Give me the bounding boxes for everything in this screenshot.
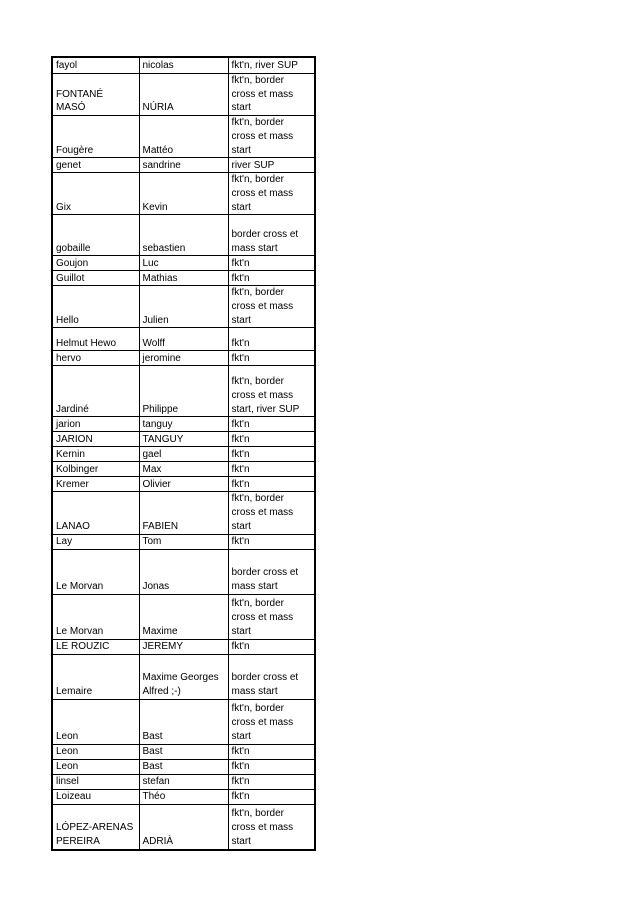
table-row <box>52 699 315 744</box>
first-name-cell: sebastien <box>139 215 228 256</box>
last-name-cell: Kernin <box>52 447 139 462</box>
last-name-cell: linsel <box>52 774 139 789</box>
table-row <box>52 789 315 804</box>
last-name-cell: jarion <box>52 417 139 432</box>
table-row <box>52 744 315 759</box>
events-cell: fkt'n <box>228 271 315 286</box>
events-cell: fkt'n, border cross et mass start <box>228 173 315 215</box>
last-name-cell: LANAO <box>52 492 139 534</box>
table-row <box>52 57 315 74</box>
events-cell: fkt'n, border cross et mass start <box>228 74 315 116</box>
last-name-cell: Lemaire <box>52 654 139 699</box>
events-cell: fkt'n <box>228 759 315 774</box>
first-name-cell: JEREMY <box>139 639 228 654</box>
events-cell: fkt'n, border cross et mass start, river SUP <box>228 366 315 417</box>
events-cell: fkt'n, river SUP <box>228 57 315 74</box>
events-cell: fkt'n <box>228 328 315 351</box>
events-cell: border cross et mass start <box>228 549 315 594</box>
first-name-cell: Bast <box>139 744 228 759</box>
last-name-cell: Leon <box>52 699 139 744</box>
first-name-cell: Olivier <box>139 477 228 492</box>
first-name-cell: Julien <box>139 286 228 328</box>
first-name-cell: Max <box>139 462 228 477</box>
events-cell: fkt'n, border cross et mass start <box>228 116 315 158</box>
first-name-cell: Mattéo <box>139 116 228 158</box>
table-row <box>52 158 315 173</box>
events-cell: fkt'n, border cross et mass start <box>228 804 315 850</box>
table-row <box>52 654 315 699</box>
roster-body <box>52 57 315 850</box>
first-name-cell: Maxime Georges Alfred ;-) <box>139 654 228 699</box>
first-name-cell: FABIEN <box>139 492 228 534</box>
last-name-cell: LE ROUZIC <box>52 639 139 654</box>
first-name-cell: Philippe <box>139 366 228 417</box>
last-name-cell: Guillot <box>52 271 139 286</box>
last-name-cell: genet <box>52 158 139 173</box>
first-name-cell: tanguy <box>139 417 228 432</box>
events-cell: fkt'n, border cross et mass start <box>228 492 315 534</box>
last-name-cell: Le Morvan <box>52 594 139 639</box>
table-row <box>52 351 315 366</box>
last-name-cell: Hello <box>52 286 139 328</box>
events-cell: fkt'n, border cross et mass start <box>228 286 315 328</box>
last-name-cell: Lay <box>52 534 139 549</box>
table-row <box>52 116 315 158</box>
events-cell: fkt'n, border cross et mass start <box>228 699 315 744</box>
events-cell: fkt'n <box>228 534 315 549</box>
events-cell: fkt'n <box>228 417 315 432</box>
last-name-cell: Leon <box>52 744 139 759</box>
first-name-cell: NÚRIA <box>139 74 228 116</box>
first-name-cell: gael <box>139 447 228 462</box>
events-cell: fkt'n <box>228 789 315 804</box>
table-row <box>52 173 315 215</box>
events-cell: river SUP <box>228 158 315 173</box>
last-name-cell: Kolbinger <box>52 462 139 477</box>
last-name-cell: JARION <box>52 432 139 447</box>
first-name-cell: ADRIÀ <box>139 804 228 850</box>
table-row <box>52 804 315 850</box>
table-row <box>52 594 315 639</box>
last-name-cell: Fougère <box>52 116 139 158</box>
first-name-cell: Mathias <box>139 271 228 286</box>
events-cell: fkt'n <box>228 774 315 789</box>
table-row <box>52 549 315 594</box>
table-row <box>52 74 315 116</box>
last-name-cell: FONTANÉ MASÓ <box>52 74 139 116</box>
last-name-cell: hervo <box>52 351 139 366</box>
last-name-cell: gobaille <box>52 215 139 256</box>
first-name-cell: Bast <box>139 759 228 774</box>
first-name-cell: Maxime <box>139 594 228 639</box>
first-name-cell: Bast <box>139 699 228 744</box>
first-name-cell: TANGUY <box>139 432 228 447</box>
events-cell: fkt'n <box>228 256 315 271</box>
table-row <box>52 286 315 328</box>
events-cell: fkt'n <box>228 639 315 654</box>
events-cell: fkt'n, border cross et mass start <box>228 594 315 639</box>
table-row <box>52 759 315 774</box>
first-name-cell: Kevin <box>139 173 228 215</box>
table-row <box>52 215 315 256</box>
last-name-cell: fayol <box>52 57 139 74</box>
table-row <box>52 432 315 447</box>
events-cell: fkt'n <box>228 744 315 759</box>
table-row <box>52 492 315 534</box>
last-name-cell: Leon <box>52 759 139 774</box>
table-row <box>52 328 315 351</box>
table-row <box>52 534 315 549</box>
table-row <box>52 271 315 286</box>
events-cell: fkt'n <box>228 447 315 462</box>
table-row <box>52 774 315 789</box>
events-cell: fkt'n <box>228 351 315 366</box>
roster-table <box>51 56 316 851</box>
first-name-cell: Théo <box>139 789 228 804</box>
last-name-cell: Kremer <box>52 477 139 492</box>
first-name-cell: Tom <box>139 534 228 549</box>
table-row <box>52 366 315 417</box>
first-name-cell: Jonas <box>139 549 228 594</box>
last-name-cell: Jardiné <box>52 366 139 417</box>
first-name-cell: stefan <box>139 774 228 789</box>
table-row <box>52 639 315 654</box>
events-cell: fkt'n <box>228 462 315 477</box>
table-row <box>52 417 315 432</box>
table-row <box>52 462 315 477</box>
first-name-cell: jeromine <box>139 351 228 366</box>
last-name-cell: Gix <box>52 173 139 215</box>
last-name-cell: Goujon <box>52 256 139 271</box>
events-cell: border cross et mass start <box>228 654 315 699</box>
first-name-cell: nicolas <box>139 57 228 74</box>
table-row <box>52 256 315 271</box>
table-row <box>52 447 315 462</box>
last-name-cell: Helmut Hewo <box>52 328 139 351</box>
last-name-cell: Le Morvan <box>52 549 139 594</box>
first-name-cell: Wolff <box>139 328 228 351</box>
first-name-cell: Luc <box>139 256 228 271</box>
events-cell: border cross et mass start <box>228 215 315 256</box>
events-cell: fkt'n <box>228 477 315 492</box>
last-name-cell: Loizeau <box>52 789 139 804</box>
first-name-cell: sandrine <box>139 158 228 173</box>
last-name-cell: LÓPEZ-ARENAS PEREIRA <box>52 804 139 850</box>
table-row <box>52 477 315 492</box>
events-cell: fkt'n <box>228 432 315 447</box>
